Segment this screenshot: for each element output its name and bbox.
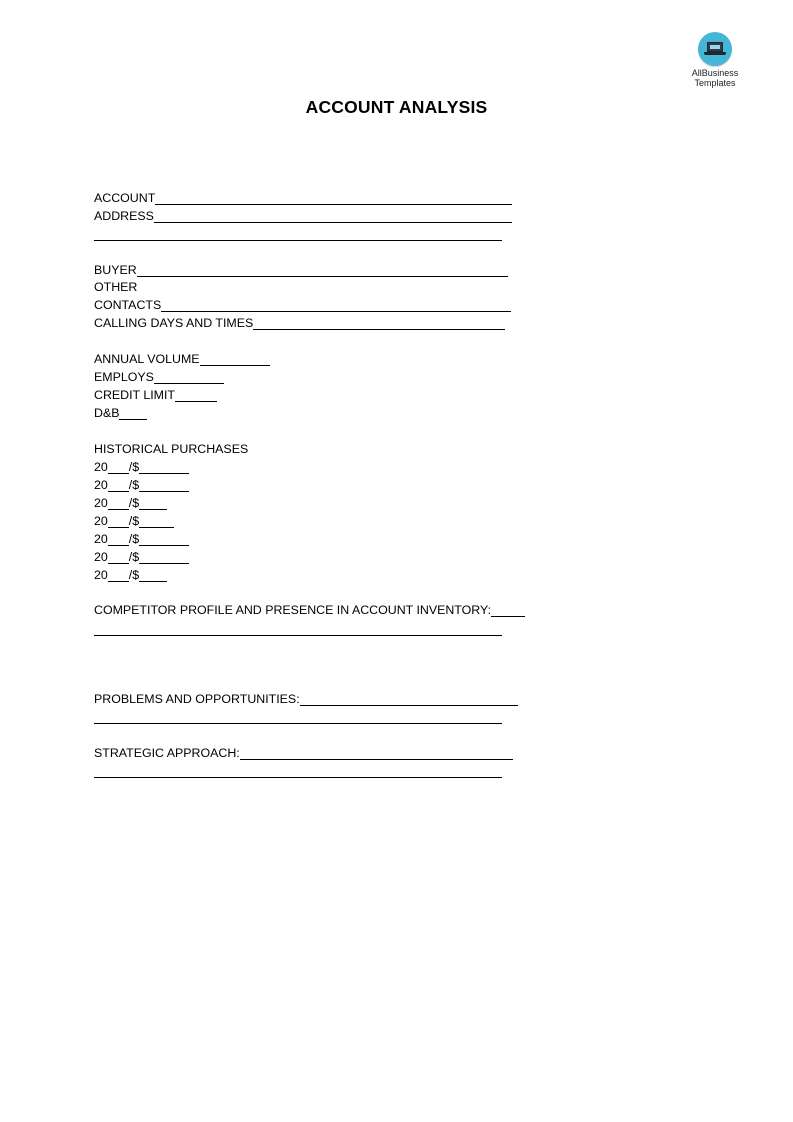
other-label-line bbox=[94, 278, 137, 294]
address-label: ADDRESS bbox=[94, 209, 154, 223]
account-blank[interactable] bbox=[155, 192, 512, 205]
other-label: OTHER bbox=[94, 280, 138, 294]
purchase-row bbox=[94, 476, 189, 492]
purchase-row bbox=[94, 494, 167, 510]
address-field bbox=[94, 207, 512, 223]
strategic-continuation-line bbox=[94, 762, 502, 778]
competitor-line-2-blank[interactable] bbox=[94, 623, 502, 636]
employs-blank[interactable] bbox=[154, 371, 224, 384]
amount-blank[interactable] bbox=[139, 479, 189, 492]
year-blank[interactable] bbox=[108, 569, 129, 582]
dollar-separator: /$ bbox=[128, 568, 140, 582]
credit-limit-blank[interactable] bbox=[175, 389, 217, 402]
buyer-blank[interactable] bbox=[137, 264, 508, 277]
credit-limit-label: CREDIT LIMIT bbox=[94, 388, 176, 402]
competitor-profile-blank[interactable] bbox=[491, 604, 525, 617]
problems-continuation-line bbox=[94, 708, 502, 724]
contacts-field bbox=[94, 296, 511, 312]
year-prefix: 20 bbox=[94, 550, 108, 564]
year-prefix: 20 bbox=[94, 568, 108, 582]
competitor-profile-label: COMPETITOR PROFILE AND PRESENCE IN ACCOUNT INVENTORY: bbox=[94, 603, 492, 617]
year-prefix: 20 bbox=[94, 532, 108, 546]
account-field bbox=[94, 189, 512, 205]
amount-blank[interactable] bbox=[139, 551, 189, 564]
year-blank[interactable] bbox=[108, 497, 129, 510]
dollar-separator: /$ bbox=[128, 532, 140, 546]
address-line-2-blank[interactable] bbox=[94, 228, 502, 241]
laptop-icon bbox=[698, 32, 732, 66]
allbusiness-templates-logo bbox=[686, 32, 744, 88]
amount-blank[interactable] bbox=[139, 497, 167, 510]
strategic-line-2-blank[interactable] bbox=[94, 765, 502, 778]
dollar-separator: /$ bbox=[128, 478, 140, 492]
year-blank[interactable] bbox=[108, 515, 129, 528]
account-label: ACCOUNT bbox=[94, 191, 156, 205]
purchase-row bbox=[94, 548, 189, 564]
purchase-row bbox=[94, 458, 189, 474]
year-prefix: 20 bbox=[94, 460, 108, 474]
db-blank[interactable] bbox=[119, 407, 147, 420]
historical-purchases-heading bbox=[94, 440, 248, 456]
competitor-profile-field bbox=[94, 601, 525, 617]
year-prefix: 20 bbox=[94, 478, 108, 492]
problems-opportunities-blank[interactable] bbox=[300, 693, 518, 706]
annual-volume-label: ANNUAL VOLUME bbox=[94, 352, 200, 366]
amount-blank[interactable] bbox=[139, 569, 167, 582]
credit-limit-field bbox=[94, 386, 217, 402]
dollar-separator: /$ bbox=[128, 496, 140, 510]
address-continuation-line bbox=[94, 225, 502, 241]
year-prefix: 20 bbox=[94, 496, 108, 510]
strategic-approach-label: STRATEGIC APPROACH: bbox=[94, 746, 240, 760]
buyer-label: BUYER bbox=[94, 263, 137, 277]
year-blank[interactable] bbox=[108, 551, 129, 564]
historical-purchases-label: HISTORICAL PURCHASES bbox=[94, 442, 249, 456]
strategic-approach-field bbox=[94, 744, 513, 760]
calling-days-label: CALLING DAYS AND TIMES bbox=[94, 316, 254, 330]
year-prefix: 20 bbox=[94, 514, 108, 528]
employs-field bbox=[94, 368, 224, 384]
logo-text: AllBusiness Templates bbox=[691, 68, 739, 88]
buyer-field bbox=[94, 261, 508, 277]
dollar-separator: /$ bbox=[128, 460, 140, 474]
purchase-row bbox=[94, 566, 167, 582]
db-field bbox=[94, 404, 147, 420]
purchase-row bbox=[94, 530, 189, 546]
amount-blank[interactable] bbox=[139, 461, 189, 474]
problems-opportunities-label: PROBLEMS AND OPPORTUNITIES: bbox=[94, 692, 300, 706]
document-title: ACCOUNT ANALYSIS bbox=[305, 97, 488, 117]
db-label: D&B bbox=[94, 406, 120, 420]
competitor-continuation-line bbox=[94, 620, 502, 636]
calling-days-blank[interactable] bbox=[253, 317, 505, 330]
dollar-separator: /$ bbox=[128, 514, 140, 528]
contacts-blank[interactable] bbox=[161, 299, 511, 312]
annual-volume-field bbox=[94, 350, 270, 366]
employs-label: EMPLOYS bbox=[94, 370, 154, 384]
calling-days-field bbox=[94, 314, 505, 330]
year-blank[interactable] bbox=[108, 533, 129, 546]
dollar-separator: /$ bbox=[128, 550, 140, 564]
annual-volume-blank[interactable] bbox=[200, 353, 270, 366]
amount-blank[interactable] bbox=[139, 533, 189, 546]
purchase-row bbox=[94, 512, 174, 528]
year-blank[interactable] bbox=[108, 479, 129, 492]
strategic-approach-blank[interactable] bbox=[240, 747, 513, 760]
problems-opportunities-field bbox=[94, 690, 518, 706]
amount-blank[interactable] bbox=[139, 515, 174, 528]
year-blank[interactable] bbox=[108, 461, 129, 474]
contacts-label: CONTACTS bbox=[94, 298, 162, 312]
problems-line-2-blank[interactable] bbox=[94, 711, 502, 724]
address-blank[interactable] bbox=[154, 210, 512, 223]
